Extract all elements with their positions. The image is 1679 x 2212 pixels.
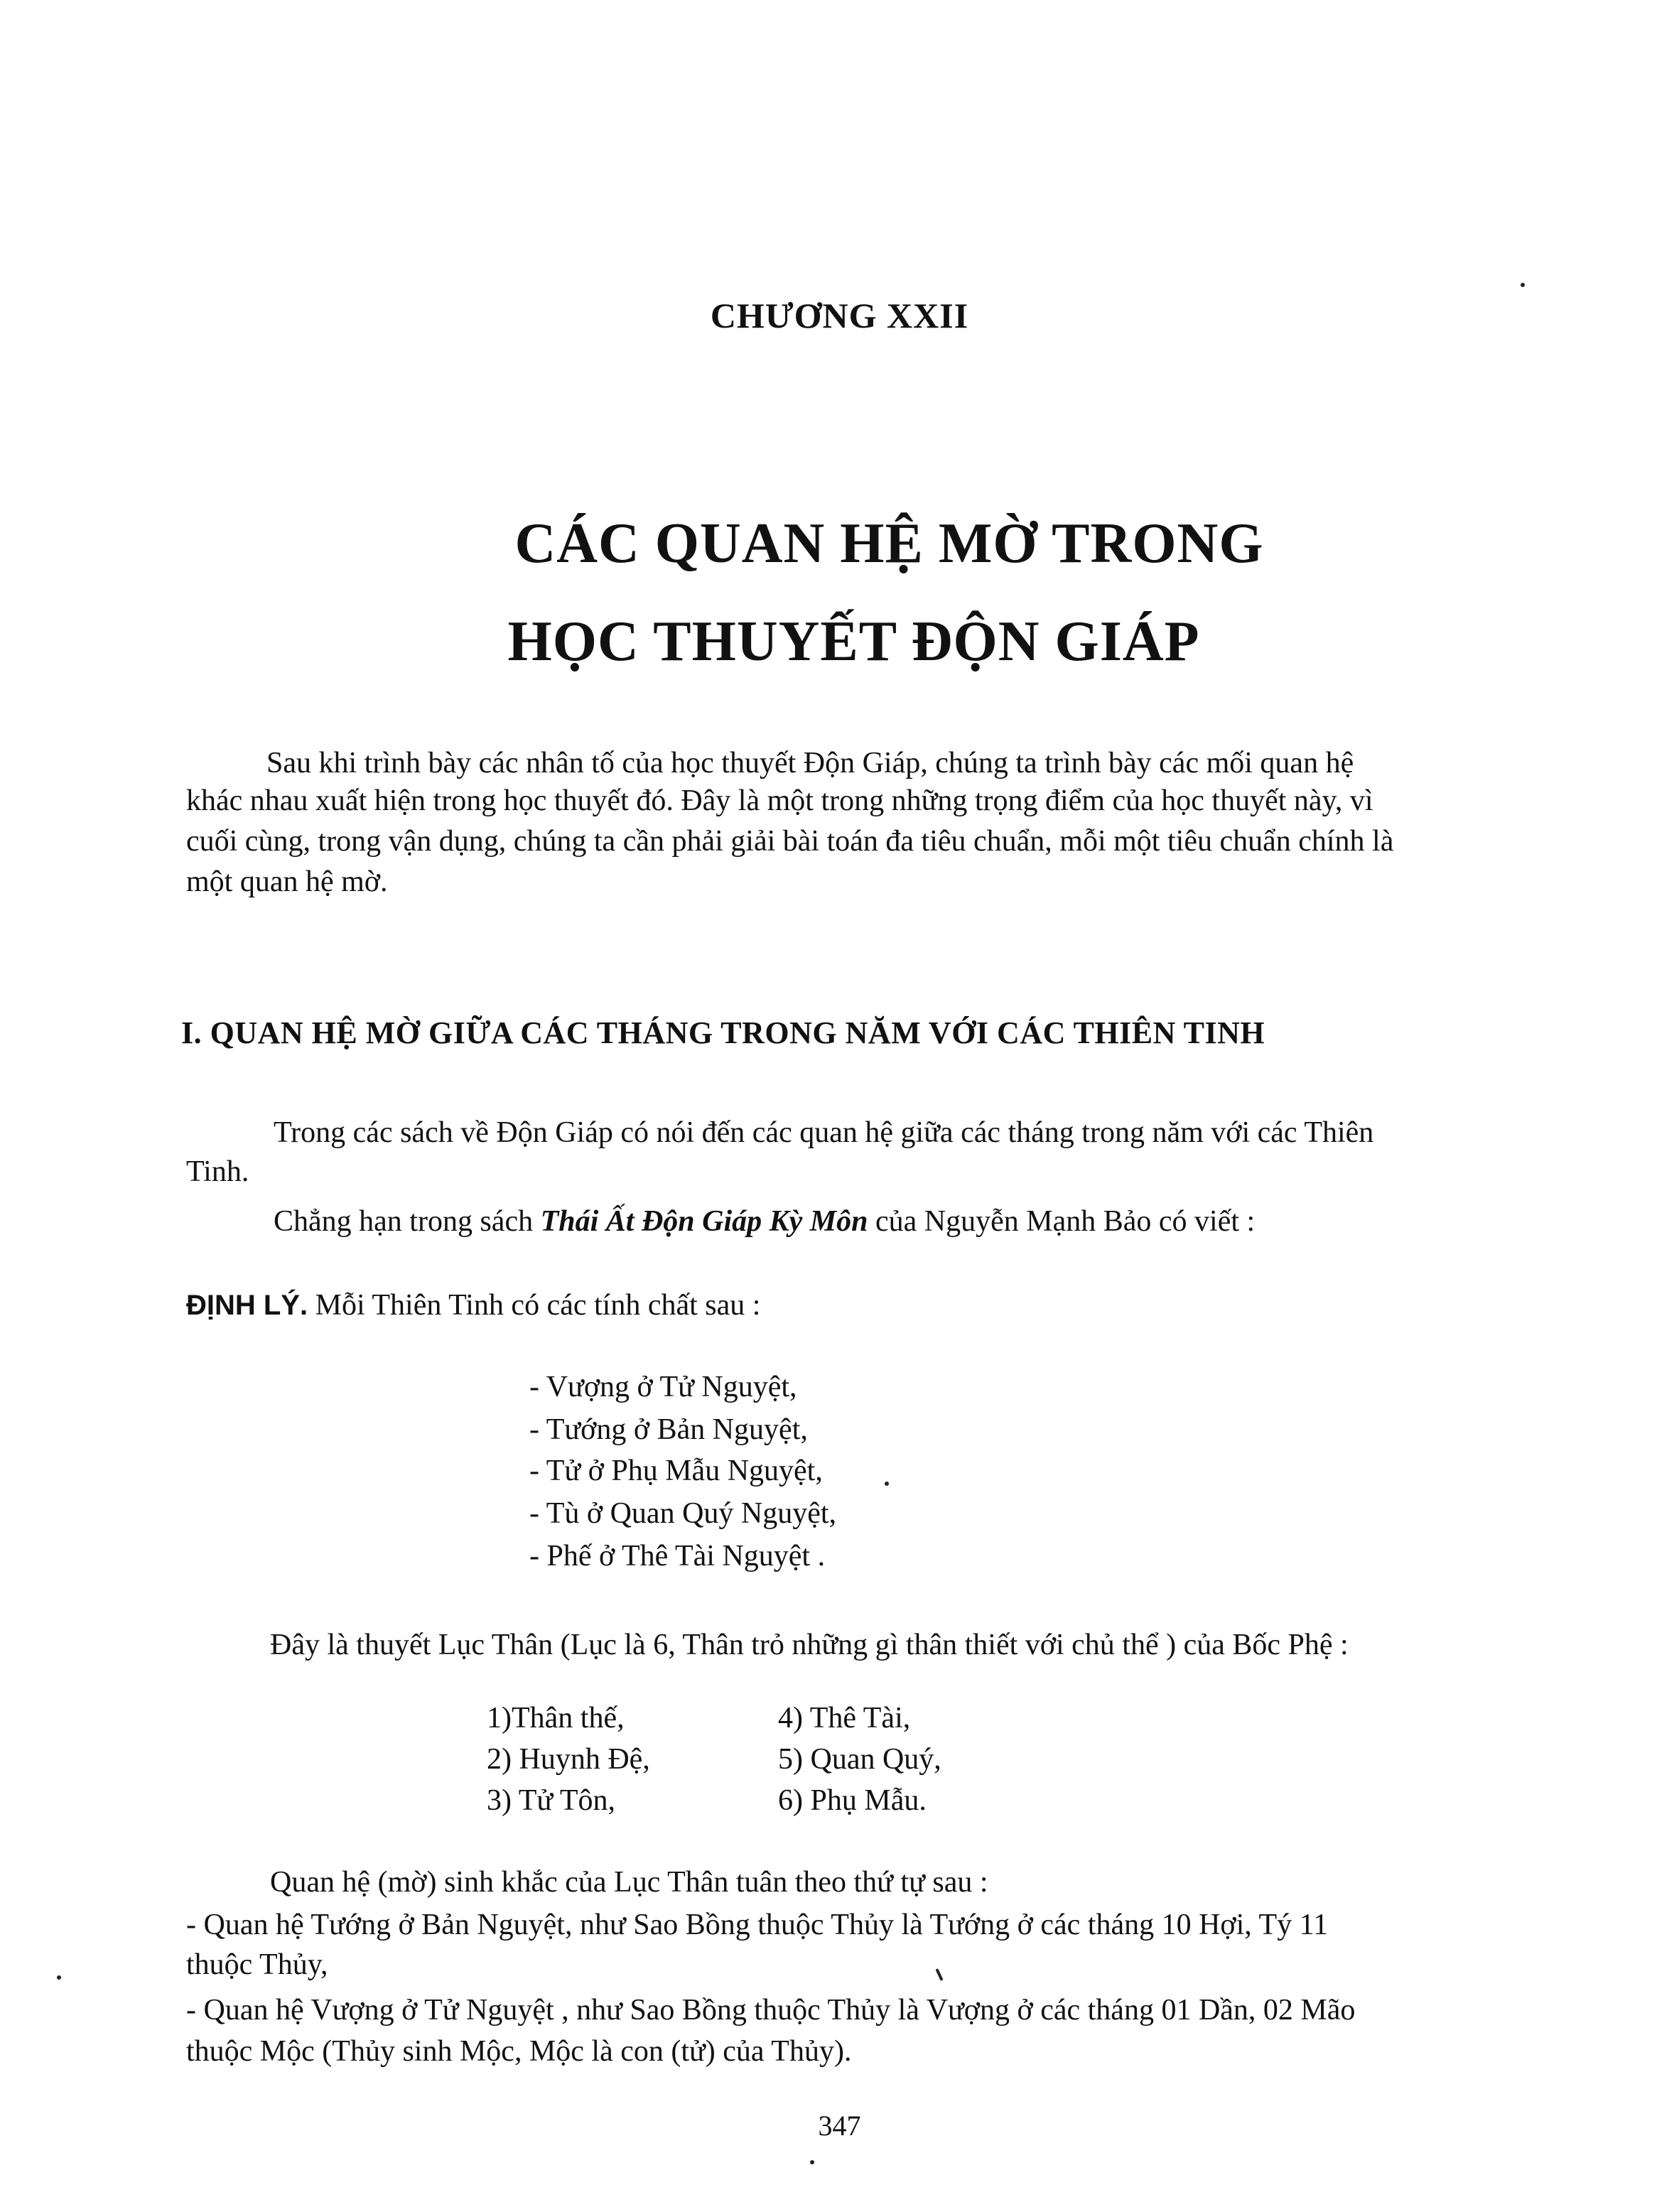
intro-line-1: Sau khi trình bày các nhân tố của học thuyết Độn Giáp, chúng ta trình bày các mối quan hệ xyxy=(266,747,1354,779)
chapter-title-line-2: HỌC THUYẾT ĐỘN GIÁP xyxy=(507,610,1200,673)
property-item: - Tù ở Quan Quý Nguyệt, xyxy=(529,1497,837,1530)
para2-after: của Nguyễn Mạnh Bảo có viết : xyxy=(868,1205,1256,1238)
luc-than-left-item: 1)Thân thế, xyxy=(487,1702,625,1734)
book-title: Thái Ất Độn Giáp Kỳ Môn xyxy=(540,1205,868,1238)
section-heading: I. QUAN HỆ MỜ GIỮA CÁC THÁNG TRONG NĂM VỚI CÁC THIÊN TINH xyxy=(181,1015,1265,1050)
luc-than-right-item: 5) Quan Quý, xyxy=(778,1743,941,1776)
luc-than-intro: Đây là thuyết Lục Thân (Lục là 6, Thân trỏ những gì thân thiết với chủ thể ) của Bốc Phệ : xyxy=(270,1629,1349,1661)
scan-mark xyxy=(935,1968,943,1981)
scan-speck xyxy=(885,1482,889,1486)
para2-before: Chẳng hạn trong sách xyxy=(274,1205,541,1238)
scan-speck xyxy=(810,2160,814,2164)
theorem xyxy=(186,1285,760,1326)
intro-line-4: một quan hệ mờ. xyxy=(186,865,388,898)
relation-2-line-2: thuộc Mộc (Thủy sinh Mộc, Mộc là con (tử) của Thủy). xyxy=(186,2035,852,2068)
section-para2 xyxy=(274,1201,1255,1242)
property-item: - Vượng ở Tử Nguyệt, xyxy=(529,1371,797,1403)
luc-than-left-item: 3) Tử Tôn, xyxy=(487,1784,616,1817)
theorem-text: Mỗi Thiên Tinh có các tính chất sau : xyxy=(308,1289,761,1322)
section-para1-line-2: Tinh. xyxy=(186,1155,249,1188)
relation-1-line-2: thuộc Thủy, xyxy=(186,1948,328,1981)
property-item: - Tướng ở Bản Nguyệt, xyxy=(529,1413,808,1446)
intro-line-3: cuối cùng, trong vận dụng, chúng ta cần phải giải bài toán đa tiêu chuẩn, mỗi một tiêu chuẩn chính là xyxy=(186,825,1394,858)
relation-2-line-1: - Quan hệ Vượng ở Tử Nguyệt , như Sao Bồng thuộc Thủy là Vượng ở các tháng 01 Dần, 02 Mão xyxy=(186,1994,1356,2027)
scan-speck xyxy=(1521,283,1525,287)
intro-line-2: khác nhau xuất hiện trong học thuyết đó. Đây là một trong những trọng điểm của học thuyết này, vì xyxy=(186,784,1373,817)
luc-than-right-item: 4) Thê Tài, xyxy=(778,1702,911,1734)
property-item: - Tử ở Phụ Mẫu Nguyệt, xyxy=(529,1455,823,1487)
theorem-label: ĐỊNH LÝ. xyxy=(186,1290,308,1321)
scan-speck xyxy=(57,1975,61,1980)
relation-1-line-1: - Quan hệ Tướng ở Bản Nguyệt, như Sao Bồng thuộc Thủy là Tướng ở các tháng 10 Hợi, Tý 11 xyxy=(186,1909,1329,1941)
property-item: - Phế ở Thê Tài Nguyệt . xyxy=(529,1540,826,1572)
luc-than-left-item: 2) Huynh Đệ, xyxy=(487,1743,650,1776)
chapter-title-line-1: CÁC QUAN HỆ MỜ TRONG xyxy=(514,512,1264,575)
relation-intro: Quan hệ (mờ) sinh khắc của Lục Thân tuân theo thứ tự sau : xyxy=(270,1866,988,1899)
page-number: 347 xyxy=(818,2110,861,2142)
chapter-label: CHƯƠNG XXII xyxy=(710,296,969,335)
section-para1-line-1: Trong các sách về Độn Giáp có nói đến các quan hệ giữa các tháng trong năm với các Thiên xyxy=(274,1116,1374,1149)
luc-than-right-item: 6) Phụ Mẫu. xyxy=(778,1784,927,1817)
